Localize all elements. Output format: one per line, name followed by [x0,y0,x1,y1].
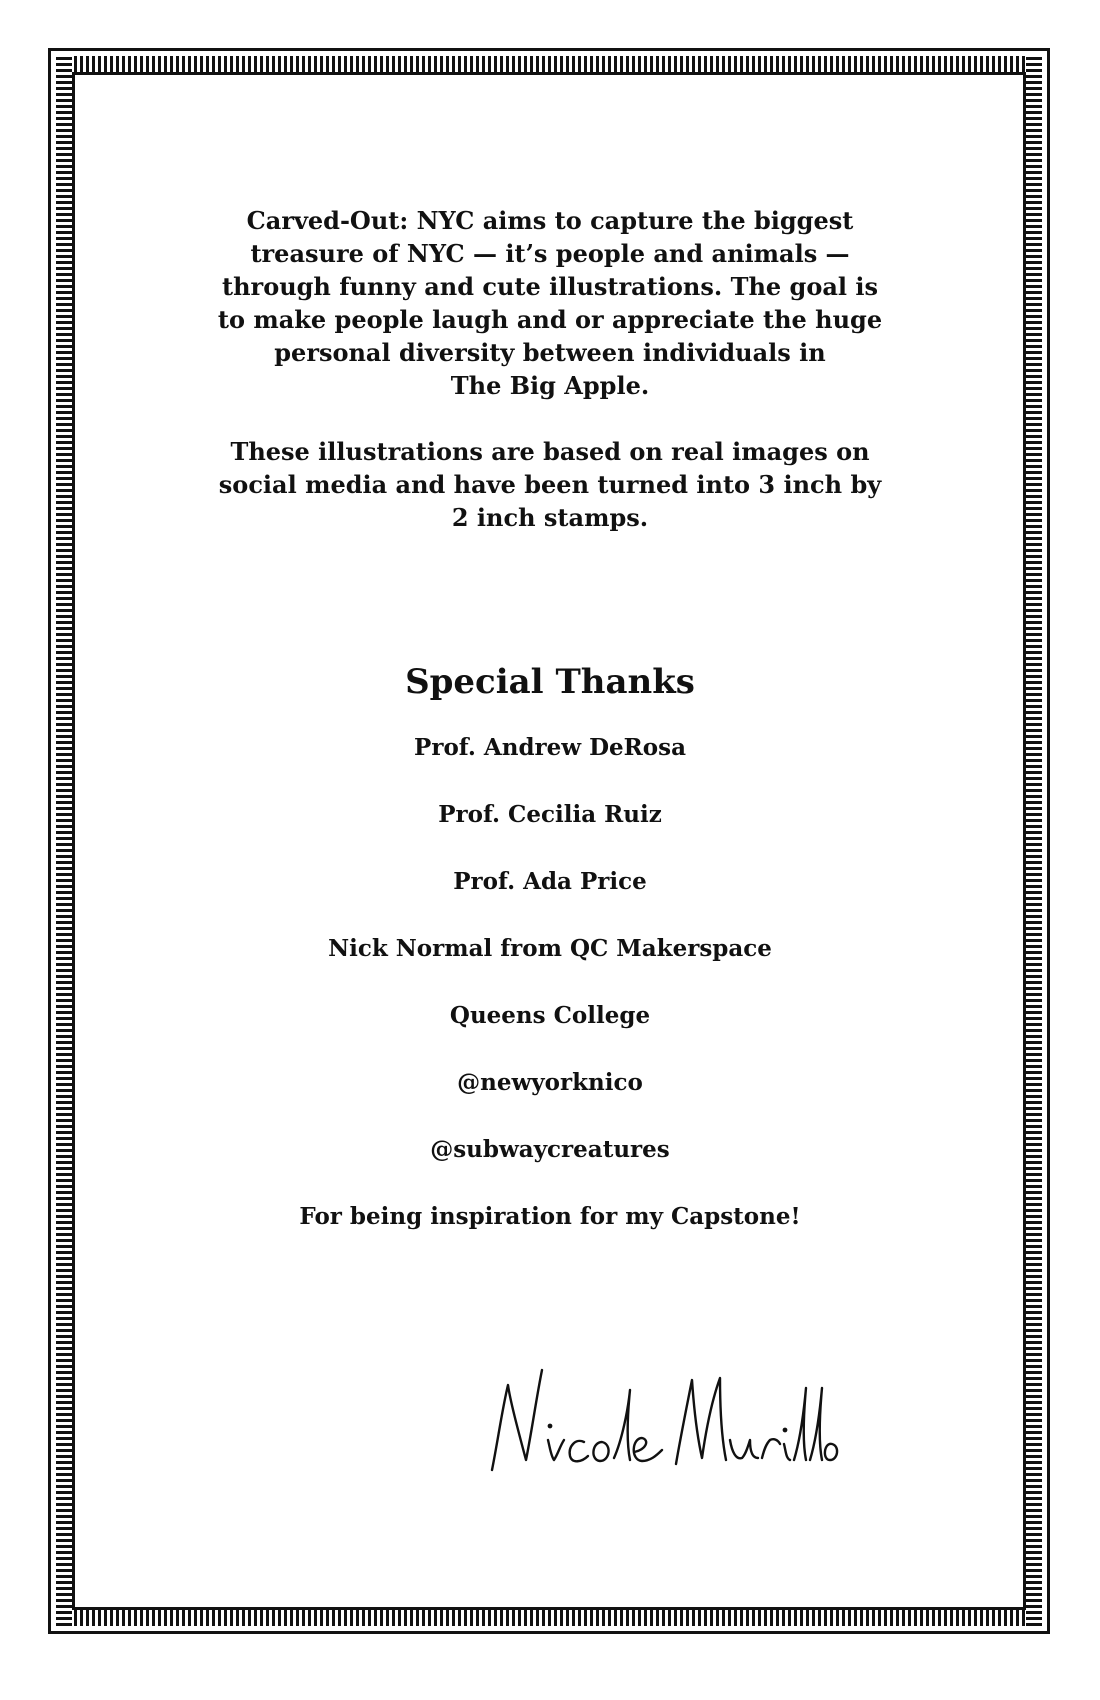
intro-line: to make people laugh and or appreciate the huge [217,305,883,334]
intro-line: through funny and cute illustrations. The goal is [222,272,878,301]
intro-line: treasure of NYC — it’s people and animals — [250,239,850,268]
special-thanks-list [150,733,950,1269]
thanks-item: Queens College [449,1002,651,1029]
intro-line: These illustrations are based on real images on [230,437,870,466]
intro-text [150,204,950,534]
intro-line: Carved-Out: NYC aims to capture the biggest [246,206,854,235]
thanks-item: Prof. Cecilia Ruiz [438,801,662,828]
intro-paragraph-1 [150,204,950,402]
thanks-item: @subwaycreatures [430,1136,670,1163]
page-border-pattern-right [1026,56,1042,1626]
thanks-item: Prof. Andrew DeRosa [414,734,686,761]
intro-line: personal diversity between individuals in [274,338,826,367]
handwritten-signature [480,1360,840,1480]
thanks-item: @newyorknico [457,1069,643,1096]
thanks-item: For being inspiration for my Capstone! [299,1203,801,1230]
intro-line: social media and have been turned into 3 inch by [218,470,882,499]
page-border-pattern-top [56,56,1042,72]
page-border-pattern-left [56,56,72,1626]
thanks-item: Nick Normal from QC Makerspace [328,935,772,962]
intro-line: 2 inch stamps. [451,503,649,532]
intro-line: The Big Apple. [450,371,650,400]
special-thanks-heading: Special Thanks [405,662,695,702]
intro-paragraph-2 [150,435,950,534]
page-border-pattern-bottom [56,1610,1042,1626]
thanks-item: Prof. Ada Price [453,868,647,895]
